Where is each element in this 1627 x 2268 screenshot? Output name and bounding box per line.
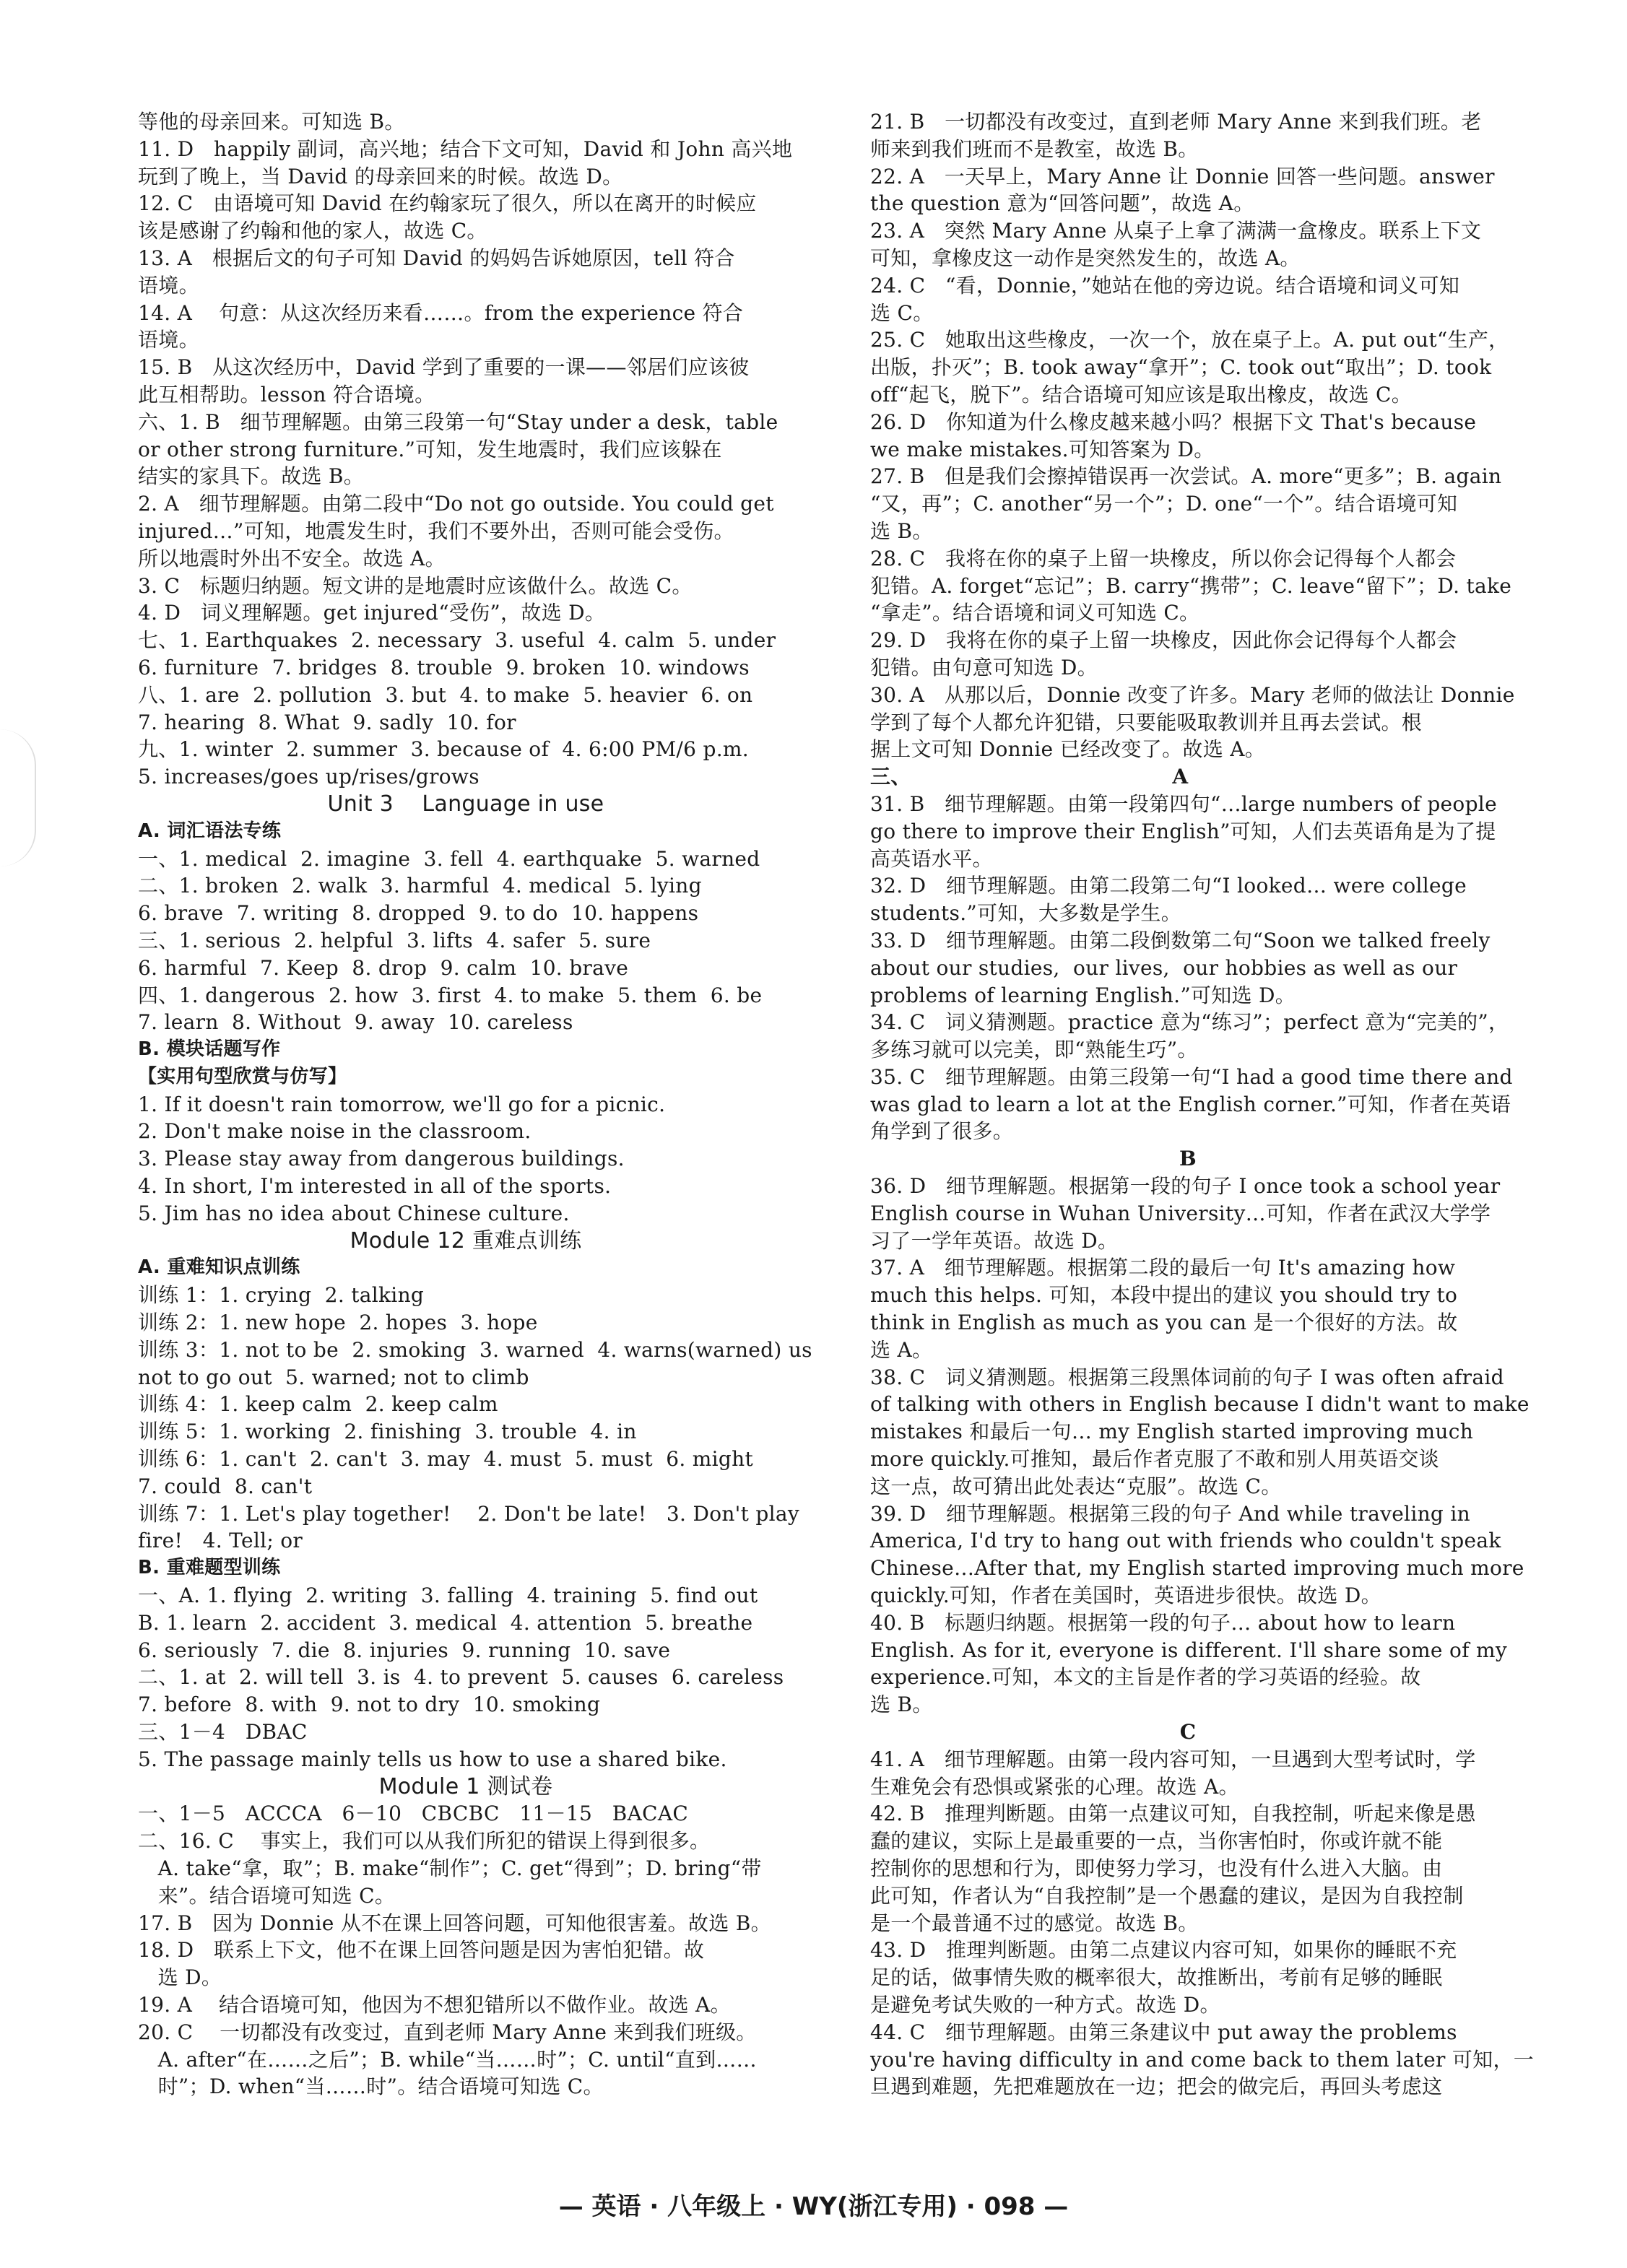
answer-line: 所以地震时外出不安全。故选 A。 [138,546,446,570]
answer-line: 43. D 推理判断题。由第二点建议内容可知，如果你的睡眠不充 [870,1938,1457,1963]
answer-line: 33. D 细节理解题。由第二段倒数第二句“Soon we talked freely [870,928,1491,952]
answer-line: off“起飞，脱下”。结合语境可知应该是取出橡皮，故选 C。 [870,382,1413,407]
answer-line: 18. D 联系上下文，他不在课上回答问题是因为害怕犯错。故 [138,1938,705,1963]
answer-line: 选 D。 [138,1965,222,1990]
answer-line: 八、1. are 2. pollution 3. but 4. to make 5. heavier 6. on [138,682,753,707]
answer-line: 14. A 句意：从这次经历来看……。from the experience 符合 [138,300,744,325]
answer-line: 生难免会有恐惧或紧张的心理。故选 A。 [870,1774,1239,1799]
answer-line: 7. could 8. can't [138,1474,313,1498]
answer-line: 这一点，故可猜出此处表达“克服”。故选 C。 [870,1474,1282,1498]
page-footer: — 英语 · 八年级上 · WY(浙江专用) · 098 — [558,2192,1069,2221]
answer-line: 7. learn 8. Without 9. away 10. careless [138,1010,573,1035]
answer-line: 结实的家具下。故选 B。 [138,464,365,489]
answer-line: go there to improve their English”可知，人们去英语角是为了提 [870,819,1496,843]
answer-line: 足的话，做事情失败的概率很大，故推断出，考前有足够的睡眠 [870,1965,1443,1990]
answer-line: 三、1－4 DBAC [138,1720,308,1745]
answer-line: “拿走”。结合语境和词义可知选 C。 [870,601,1200,625]
answer-line: 旦遇到难题，先把难题放在一边；把会的做完后，再回头考虑这 [870,2074,1443,2099]
answer-line: 7. before 8. with 9. not to dry 10. smoking [138,1693,601,1717]
answer-line: Chinese…After that, my English started improving much more [870,1556,1524,1581]
answer-line: 二、1. at 2. will tell 3. is 4. to prevent 5. causes 6. careless [138,1665,784,1690]
answer-line: 三、1. serious 2. helpful 3. lifts 4. safer 5. sure [138,928,651,952]
answer-line: 6. furniture 7. bridges 8. trouble 9. broken 10. windows [138,655,750,679]
answer-line: 犯错。A. forget“忘记”；B. carry“携带”；C. leave“留下”；D. take [870,573,1512,598]
answer-line: think in English as much as you can 是一个很好的方法。故 [870,1311,1458,1335]
subsection-heading: A. 重难知识点训练 [138,1256,300,1279]
answer-line: problems of learning English.”可知选 D。 [870,983,1296,1007]
passage-letter: C [1179,1720,1197,1745]
answer-line: 训练 6：1. can't 2. can't 3. may 4. must 5. must 6. might [138,1447,754,1472]
answer-line: 3. Please stay away from dangerous buildings. [138,1147,625,1171]
answer-line: 是一个最普通不过的感觉。故选 B。 [870,1911,1199,1935]
answer-line: 35. C 细节理解题。由第三段第一句“I had a good time there and [870,1064,1513,1089]
answer-line: 选 A。 [870,1337,933,1362]
answer-line: B. 1. learn 2. accident 3. medical 4. attention 5. breathe [138,1610,753,1635]
right-column [870,108,1535,2100]
answer-line: 高英语水平。 [870,846,993,871]
answer-line: 31. B 细节理解题。由第一段第四句“…large numbers of people [870,791,1497,816]
answer-line: 训练 1：1. crying 2. talking [138,1283,425,1308]
answer-line: 是避免考试失败的一种方式。故选 D。 [870,1992,1220,2017]
answer-line: 20. C 一切都没有改变过，直到老师 Mary Anne 来到我们班级。 [138,2020,757,2044]
answer-line: 选 B。 [870,1693,933,1717]
answer-line: 23. A 突然 Mary Anne 从桌子上拿了满满一盒橡皮。联系上下文 [870,219,1482,243]
subsection-heading: B. 模块话题写作 [138,1038,281,1061]
answer-line: not to go out 5. warned; not to climb [138,1365,529,1389]
answer-line: “又，再”；C. another“另一个”；D. one“一个”。结合语境可知 [870,492,1458,516]
answer-line: 选 B。 [870,518,933,543]
answer-line: 41. A 细节理解题。由第一段内容可知，一旦遇到大型考试时，学 [870,1747,1476,1771]
answer-line: 训练 4：1. keep calm 2. keep calm [138,1392,498,1417]
answer-line: 30. A 从那以后，Donnie 改变了许多。Mary 老师的做法让 Donnie [870,682,1515,707]
answer-line: 一、1. medical 2. imagine 3. fell 4. earthquake 5. warned [138,846,760,871]
answer-line: students.”可知，大多数是学生。 [870,901,1182,926]
answer-line: 5. The passage mainly tells us how to use a shared bike. [138,1747,727,1771]
answer-line: about our studies, our lives, our hobbies as well as our [870,955,1458,980]
answer-line: A. after“在……之后”；B. while“当……时”；C. until“直到…… [138,2047,757,2072]
answer-line: much this helps. 可知，本段中提出的建议 you should try to [870,1283,1458,1308]
answer-line: injured…”可知，地震发生时，我们不要外出，否则可能会受伤。 [138,518,734,543]
answer-line: 训练 7：1. Let's play together! 2. Don't be late! 3. Don't play [138,1501,800,1526]
answer-line: 40. B 标题归纳题。根据第一段的句子… about how to learn [870,1610,1456,1635]
answer-line: 38. C 词义猜测题。根据第三段黑体词前的句子 I was often afraid [870,1365,1504,1389]
section-heading: Module 12 重难点训练 [350,1228,582,1254]
passage-letter: B [1179,1147,1197,1171]
answer-line: 训练 2：1. new hope 2. hopes 3. hope [138,1311,538,1335]
answer-line: 44. C 细节理解题。由第三条建议中 put away the problems [870,2020,1457,2044]
answer-line: we make mistakes.可知答案为 D。 [870,437,1215,461]
answer-line: quickly.可知，作者在美国时，英语进步很快。故选 D。 [870,1583,1381,1608]
answer-line: 据上文可知 Donnie 已经改变了。故选 A。 [870,737,1266,762]
answer-line: more quickly.可推知，最后作者克服了不敢和别人用英语交谈 [870,1447,1439,1472]
answer-line: 角学到了很多。 [870,1119,1014,1144]
subsection-heading: A. 词汇语法专练 [138,820,282,842]
answer-line: was glad to learn a lot at the English corner.”可知，作者在英语 [870,1092,1511,1116]
answer-line: 17. B 因为 Donnie 从不在课上回答问题，可知他很害羞。故选 B。 [138,1911,771,1935]
page-curl-mark [0,729,36,866]
answer-line: 4. D 词义理解题。get injured“受伤”，故选 D。 [138,601,606,625]
answer-line: 来”。结合语境可知选 C。 [138,1883,396,1908]
answer-line: of talking with others in English because I didn't want to make [870,1392,1530,1417]
answer-line: 二、1. broken 2. walk 3. harmful 4. medical 5. lying [138,874,702,898]
answer-line: 选 C。 [870,300,934,325]
answer-line: 13. A 根据后文的句子可知 David 的妈妈告诉她原因，tell 符合 [138,246,735,270]
answer-line: 犯错。由句意可知选 D。 [870,655,1098,679]
answer-line: 34. C 词义猜测题。practice 意为“练习”；perfect 意为“完美的”， [870,1010,1509,1035]
answer-line: 28. C 我将在你的桌子上留一块橡皮，所以你会记得每个人都会 [870,546,1457,570]
answer-line: 此可知，作者认为“自我控制”是一个愚蠢的建议，是因为自我控制 [870,1883,1464,1908]
answer-line: English. As for it, everyone is different. I'll share some of my [870,1638,1507,1662]
answer-line: 一、1－5 ACCCA 6－10 CBCBC 11－15 BACAC [138,1802,689,1826]
answer-line: 学到了每个人都允许犯错，只要能吸取教训并且再去尝试。根 [870,710,1423,734]
answer-line: 4. In short, I'm interested in all of the sports. [138,1174,612,1199]
answer-line: 蠢的建议，实际上是最重要的一点，当你害怕时，你或许就不能 [870,1829,1443,1854]
answer-line: 26. D 你知道为什么橡皮越来越小吗？根据下文 That's because [870,409,1477,434]
answer-line: fire! 4. Tell; or [138,1529,303,1553]
answer-line: 24. C “看，Donnie，”她站在他的旁边说。结合语境和词义可知 [870,273,1460,297]
answer-line: 玩到了晚上，当 David 的母亲回来的时候。故选 D。 [138,164,623,188]
answer-line: you're having difficulty in and come back to them later 可知，一 [870,2047,1535,2072]
section-heading: Unit 3 Language in use [327,791,604,817]
answer-line: 25. C 她取出这些橡皮，一次一个，放在桌子上。A. put out“生产， [870,328,1509,352]
subsection-heading: B. 重难题型训练 [138,1557,281,1579]
answer-line: 师来到我们班而不是教室，故选 B。 [870,136,1199,161]
answer-line: experience.可知，本文的主旨是作者的学习英语的经验。故 [870,1665,1421,1690]
answer-line: 5. Jim has no idea about Chinese culture. [138,1201,570,1225]
answer-line: mistakes 和最后一句… my English started improving much [870,1420,1474,1444]
answer-line: 2. Don't make noise in the classroom. [138,1119,532,1144]
answer-line: 11. D happily 副词，高兴地；结合下文可知，David 和 John 高兴地 [138,136,793,161]
answer-line: 可知，拿橡皮这一动作是突然发生的，故选 A。 [870,246,1301,270]
answer-line: 37. A 细节理解题。根据第二段的最后一句 It's amazing how [870,1256,1456,1280]
answer-line: 等他的母亲回来。可知选 B。 [138,110,405,134]
answer-line: 此互相帮助。lesson 符合语境。 [138,382,435,407]
answer-line: 12. C 由语境可知 David 在约翰家玩了很久，所以在离开的时候应 [138,191,757,216]
answer-line: 习了一学年英语。故选 D。 [870,1228,1119,1253]
answer-line: 2. A 细节理解题。由第二段中“Do not go outside. You could get [138,492,774,516]
answer-line: 该是感谢了约翰和他的家人，故选 C。 [138,219,487,243]
answer-line: 训练 5：1. working 2. finishing 3. trouble 4. in [138,1420,637,1444]
answer-line: 19. A 结合语境可知，他因为不想犯错所以不做作业。故选 A。 [138,1992,731,2017]
answer-line: 语境。 [138,328,199,352]
answer-line: 22. A 一天早上，Mary Anne 让 Donnie 回答一些问题。answer [870,164,1495,188]
answer-line: 三、 A [870,765,1189,789]
answer-line: 四、1. dangerous 2. how 3. first 4. to make 5. them 6. be [138,983,763,1007]
subsection-heading: 【实用句型欣赏与仿写】 [138,1065,347,1087]
answer-line: 6. harmful 7. Keep 8. drop 9. calm 10. brave [138,955,629,980]
answer-line: 39. D 细节理解题。根据第三段的句子 And while traveling in [870,1501,1470,1526]
answer-line: 15. B 从这次经历中，David 学到了重要的一课——邻居们应该彼 [138,355,750,380]
answer-line: 3. C 标题归纳题。短文讲的是地震时应该做什么。故选 C。 [138,573,693,598]
answer-line: 6. brave 7. writing 8. dropped 9. to do 10. happens [138,901,699,926]
answer-line: 29. D 我将在你的桌子上留一块橡皮，因此你会记得每个人都会 [870,628,1457,653]
answer-line: 32. D 细节理解题。由第二段第二句“I looked… were college [870,874,1467,898]
answer-line: or other strong furniture.”可知，发生地震时，我们应该躲在 [138,437,722,461]
answer-line: 九、1. winter 2. summer 3. because of 4. 6:00 PM/6 p.m. [138,737,749,762]
answer-line: 6. seriously 7. die 8. injuries 9. running 10. save [138,1638,671,1662]
answer-line: 一、A. 1. flying 2. writing 3. falling 4. training 5. find out [138,1583,758,1608]
answer-line: A. take“拿，取”；B. make“制作”；C. get“得到”；D. bring“带 [138,1856,762,1880]
answer-line: 21. B 一切都没有改变过，直到老师 Mary Anne 来到我们班。老 [870,110,1482,134]
answer-line: 27. B 但是我们会擦掉错误再一次尝试。A. more“更多”；B. again [870,464,1502,489]
section-heading: Module 1 测试卷 [378,1773,553,1799]
answer-line: 出版，扑灭”；B. took away“拿开”；C. took out“取出”；D. took [870,355,1492,380]
answer-line: 六、1. B 细节理解题。由第三段第一句“Stay under a desk，table [138,409,778,434]
answer-line: 多练习就可以完美，即“熟能生巧”。 [870,1038,1198,1062]
answer-line: 七、1. Earthquakes 2. necessary 3. useful 4. calm 5. under [138,628,776,653]
answer-line: 二、16. C 事实上，我们可以从我们所犯的错误上得到很多。 [138,1829,711,1854]
answer-line: 控制你的思想和行为，即使努力学习，也没有什么进入大脑。由 [870,1856,1443,1880]
answer-line: 42. B 推理判断题。由第一点建议可知，自我控制，听起来像是愚 [870,1802,1476,1826]
answer-line: America, I'd try to hang out with friends who couldn't speak [870,1529,1501,1553]
left-column [138,108,812,2100]
answer-line: 5. increases/goes up/rises/grows [138,765,480,789]
answer-line: 时”；D. when“当……时”。结合语境可知选 C。 [138,2074,604,2099]
answer-line: 7. hearing 8. What 9. sadly 10. for [138,710,516,734]
answer-line: 1. If it doesn't rain tomorrow, we'll go for a picnic. [138,1092,666,1116]
answer-line: 训练 3：1. not to be 2. smoking 3. warned 4. warns(warned) us [138,1337,812,1362]
answer-line: 36. D 细节理解题。根据第一段的句子 I once took a school year [870,1174,1501,1199]
answer-line: 语境。 [138,273,199,297]
answer-line: English course in Wuhan University…可知，作者在武汉大学学 [870,1201,1491,1225]
answer-line: the question 意为“回答问题”，故选 A。 [870,191,1254,216]
